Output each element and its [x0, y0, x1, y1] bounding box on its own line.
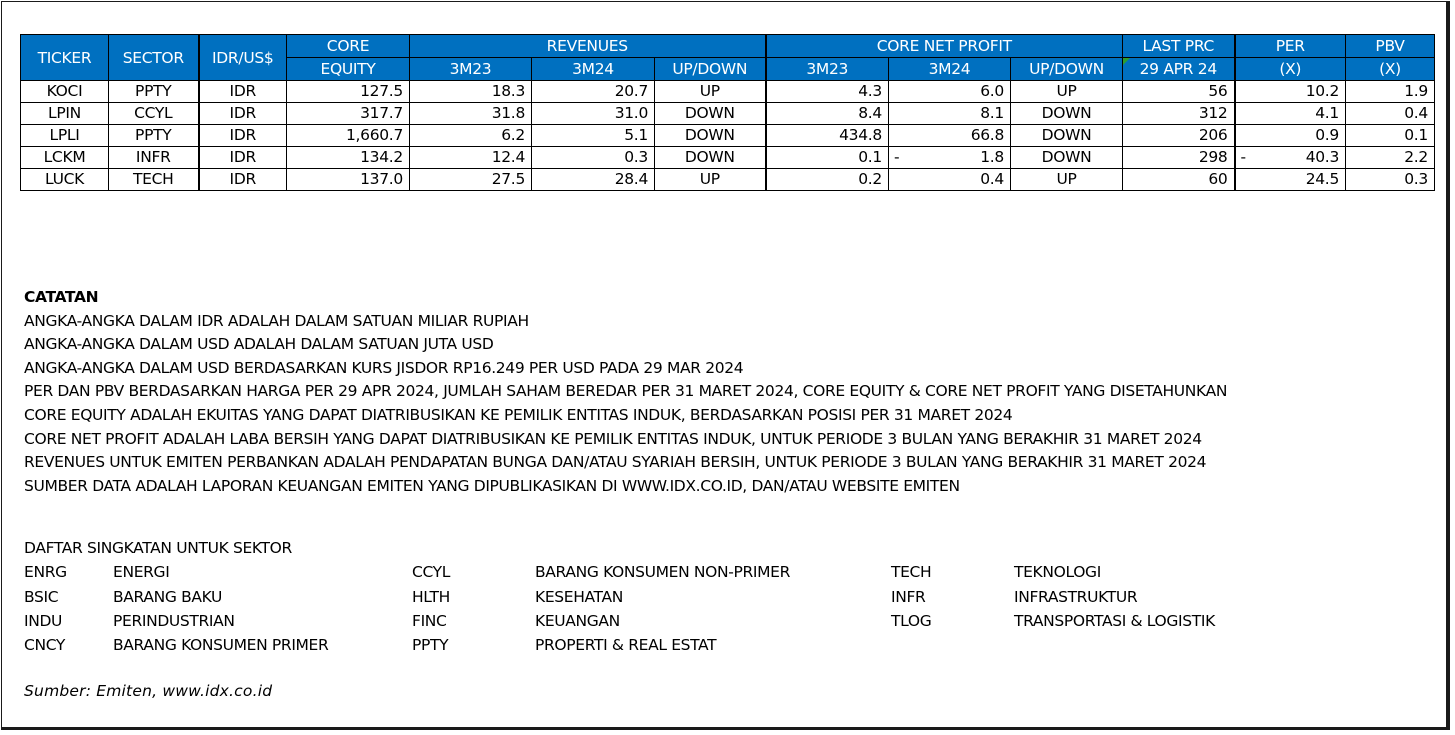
- note-line: ANGKA-ANGKA DALAM USD BERDASARKAN KURS JISDOR RP16.249 PER USD PADA 29 MAR 2024: [24, 358, 744, 377]
- cell-rev-updown: DOWN: [655, 125, 766, 147]
- cell-ticker: KOCI: [21, 81, 109, 103]
- header-pbv-top: PBV: [1346, 35, 1435, 58]
- financial-table: [20, 34, 1435, 191]
- sector-code: PPTY: [412, 636, 449, 655]
- header-cnp-3m24: 3M24: [889, 58, 1011, 81]
- cell-sector: CCYL: [109, 103, 199, 125]
- header-row-top: [21, 35, 1435, 58]
- note-line: CORE NET PROFIT ADALAH LABA BERSIH YANG DAPAT DIATRIBUSIKAN KE PEMILIK ENTITAS INDUK, UNTUK PERIODE 3 BULAN YANG BERAKHIR 31 MARET 2024: [24, 429, 1202, 448]
- header-currency: IDR/US$: [199, 35, 287, 81]
- header-last-prc-top: LAST PRC: [1123, 35, 1235, 58]
- table-body: [21, 81, 1435, 191]
- cell-currency: IDR: [199, 81, 287, 103]
- cell-sector: PPTY: [109, 125, 199, 147]
- cell-rev-3m23: 31.8: [410, 103, 532, 125]
- cell-rev-3m24: 20.7: [532, 81, 655, 103]
- table-row: [21, 169, 1435, 191]
- header-cnp-updown: UP/DOWN: [1011, 58, 1123, 81]
- cell-cnp-3m23: 4.3: [766, 81, 889, 103]
- cell-rev-3m24: 31.0: [532, 103, 655, 125]
- cell-ticker: LPIN: [21, 103, 109, 125]
- cell-sector: TECH: [109, 169, 199, 191]
- cell-ticker: LPLI: [21, 125, 109, 147]
- sector-name: KESEHATAN: [535, 587, 623, 606]
- cell-core-equity: 317.7: [287, 103, 410, 125]
- table-row: [21, 103, 1435, 125]
- cell-rev-3m23: 18.3: [410, 81, 532, 103]
- sector-name: TRANSPORTASI & LOGISTIK: [1014, 611, 1215, 630]
- header-core-net-profit: CORE NET PROFIT: [766, 35, 1123, 58]
- negative-sign: -: [1240, 148, 1246, 166]
- sector-abbr-title: DAFTAR SINGKATAN UNTUK SEKTOR: [24, 539, 292, 557]
- cnp-3m24-value: 6.0: [980, 82, 1004, 100]
- cell-sector: PPTY: [109, 81, 199, 103]
- cell-ticker: LUCK: [21, 169, 109, 191]
- cell-cnp-updown: UP: [1011, 81, 1123, 103]
- cell-per: [1235, 81, 1346, 103]
- sector-code: TLOG: [891, 611, 932, 630]
- cell-per: [1235, 103, 1346, 125]
- note-line: ANGKA-ANGKA DALAM USD ADALAH DALAM SATUAN JUTA USD: [24, 335, 494, 354]
- cell-cnp-updown: DOWN: [1011, 125, 1123, 147]
- cell-currency: IDR: [199, 147, 287, 169]
- table-row: [21, 125, 1435, 147]
- cell-rev-3m24: 5.1: [532, 125, 655, 147]
- note-line: REVENUES UNTUK EMITEN PERBANKAN ADALAH PENDAPATAN BUNGA DAN/ATAU SYARIAH BERSIH, UNTUK PERIODE 3 BULAN YANG BERAKHIR 31 MARET 2024: [24, 453, 1207, 472]
- sector-name: ENERGI: [113, 563, 170, 582]
- sector-abbreviations: [24, 536, 1215, 657]
- sector-code: HLTH: [412, 587, 450, 606]
- cell-core-equity: 134.2: [287, 147, 410, 169]
- per-value: 40.3: [1305, 148, 1339, 166]
- cell-rev-3m23: 27.5: [410, 169, 532, 191]
- sector-name: KEUANGAN: [535, 611, 620, 630]
- cell-rev-3m23: 6.2: [410, 125, 532, 147]
- sector-code: CNCY: [24, 636, 66, 655]
- cell-rev-3m24: 0.3: [532, 147, 655, 169]
- cell-sector: INFR: [109, 147, 199, 169]
- header-rev-3m24: 3M24: [532, 58, 655, 81]
- cell-currency: IDR: [199, 169, 287, 191]
- cell-per: [1235, 125, 1346, 147]
- header-last-prc-bottom: 29 APR 24: [1123, 58, 1235, 81]
- cell-last-prc: 60: [1123, 169, 1235, 191]
- cell-cnp-3m24: [889, 103, 1011, 125]
- cell-rev-updown: DOWN: [655, 103, 766, 125]
- sector-abbr-row: [24, 609, 1215, 633]
- header-pbv-bottom: (X): [1346, 58, 1435, 81]
- cell-cnp-3m23: 0.1: [766, 147, 889, 169]
- cell-cnp-3m24: [889, 81, 1011, 103]
- sector-code: FINC: [412, 611, 447, 630]
- source-citation: Sumber: Emiten, www.idx.co.id: [24, 682, 273, 700]
- cell-pbv: 0.3: [1346, 169, 1435, 191]
- cell-cnp-updown: DOWN: [1011, 103, 1123, 125]
- sector-name: TEKNOLOGI: [1014, 563, 1101, 582]
- cell-cnp-updown: UP: [1011, 169, 1123, 191]
- cell-last-prc: 206: [1123, 125, 1235, 147]
- cell-cnp-3m23: 8.4: [766, 103, 889, 125]
- cell-core-equity: 1,660.7: [287, 125, 410, 147]
- sector-name: PROPERTI & REAL ESTAT: [535, 636, 717, 655]
- per-value: 4.1: [1315, 104, 1339, 122]
- per-value: 0.9: [1315, 126, 1339, 144]
- table-row: [21, 81, 1435, 103]
- cell-rev-3m24: 28.4: [532, 169, 655, 191]
- header-sector: SECTOR: [109, 35, 199, 81]
- sector-code: BSIC: [24, 587, 59, 606]
- header-cnp-3m23: 3M23: [766, 58, 889, 81]
- cell-ticker: LCKM: [21, 147, 109, 169]
- cell-per: [1235, 169, 1346, 191]
- note-line: SUMBER DATA ADALAH LAPORAN KEUANGAN EMITEN YANG DIPUBLIKASIKAN DI WWW.IDX.CO.ID, DAN/ATAU WEBSITE EMITEN: [24, 476, 960, 495]
- cell-rev-3m23: 12.4: [410, 147, 532, 169]
- sector-code: ENRG: [24, 563, 67, 582]
- sector-code: CCYL: [412, 563, 451, 582]
- sector-code: TECH: [891, 563, 932, 582]
- sector-abbr-row: [24, 560, 1101, 584]
- cnp-3m24-value: 1.8: [980, 148, 1004, 166]
- header-per-top: PER: [1235, 35, 1346, 58]
- cell-pbv: 2.2: [1346, 147, 1435, 169]
- negative-sign: -: [894, 148, 900, 166]
- cell-per: [1235, 147, 1346, 169]
- sector-code: INFR: [891, 587, 926, 606]
- cell-pbv: 0.4: [1346, 103, 1435, 125]
- cell-pbv: 1.9: [1346, 81, 1435, 103]
- per-value: 24.5: [1305, 170, 1339, 188]
- cell-last-prc: 56: [1123, 81, 1235, 103]
- cell-core-equity: 137.0: [287, 169, 410, 191]
- cell-pbv: 0.1: [1346, 125, 1435, 147]
- note-line: PER DAN PBV BERDASARKAN HARGA PER 29 APR 2024, JUMLAH SAHAM BEREDAR PER 31 MARET 2024, CORE EQUITY & CORE NET PROFIT YANG DISETAHUNKAN: [24, 382, 1228, 401]
- header-ticker: TICKER: [21, 35, 109, 81]
- cell-rev-updown: DOWN: [655, 147, 766, 169]
- header-rev-3m23: 3M23: [410, 58, 532, 81]
- header-per-bottom: (X): [1235, 58, 1346, 81]
- cell-cnp-updown: DOWN: [1011, 147, 1123, 169]
- per-value: 10.2: [1305, 82, 1339, 100]
- sector-code: INDU: [24, 611, 63, 630]
- cell-currency: IDR: [199, 125, 287, 147]
- notes-section: [24, 286, 1227, 498]
- cell-core-equity: 127.5: [287, 81, 410, 103]
- cell-cnp-3m24: [889, 125, 1011, 147]
- cell-currency: IDR: [199, 103, 287, 125]
- header-core-equity-top: CORE: [287, 35, 410, 58]
- cell-cnp-3m23: 434.8: [766, 125, 889, 147]
- cell-rev-updown: UP: [655, 81, 766, 103]
- sector-name: PERINDUSTRIAN: [113, 611, 235, 630]
- cnp-3m24-value: 0.4: [980, 170, 1004, 188]
- cell-cnp-3m24: [889, 169, 1011, 191]
- sector-abbr-row: [24, 585, 1138, 609]
- note-line: CORE EQUITY ADALAH EKUITAS YANG DAPAT DIATRIBUSIKAN KE PEMILIK ENTITAS INDUK, BERDASARKAN POSISI PER 31 MARET 2024: [24, 405, 1013, 424]
- sector-name: BARANG KONSUMEN NON-PRIMER: [535, 563, 791, 582]
- header-core-equity-bottom: EQUITY: [287, 58, 410, 81]
- cell-last-prc: 312: [1123, 103, 1235, 125]
- cell-last-prc: 298: [1123, 147, 1235, 169]
- note-line: ANGKA-ANGKA DALAM IDR ADALAH DALAM SATUAN MILIAR RUPIAH: [24, 311, 529, 330]
- cell-cnp-3m23: 0.2: [766, 169, 889, 191]
- sector-name: BARANG BAKU: [113, 587, 222, 606]
- cell-cnp-3m24: [889, 147, 1011, 169]
- table-row: [21, 147, 1435, 169]
- header-revenues: REVENUES: [410, 35, 766, 58]
- header-rev-updown: UP/DOWN: [655, 58, 766, 81]
- sector-name: INFRASTRUKTUR: [1014, 587, 1138, 606]
- notes-title: CATATAN: [24, 288, 99, 306]
- cnp-3m24-value: 66.8: [970, 126, 1004, 144]
- cell-rev-updown: UP: [655, 169, 766, 191]
- sector-name: BARANG KONSUMEN PRIMER: [113, 636, 329, 655]
- cnp-3m24-value: 8.1: [980, 104, 1004, 122]
- sector-abbr-row: [24, 633, 717, 657]
